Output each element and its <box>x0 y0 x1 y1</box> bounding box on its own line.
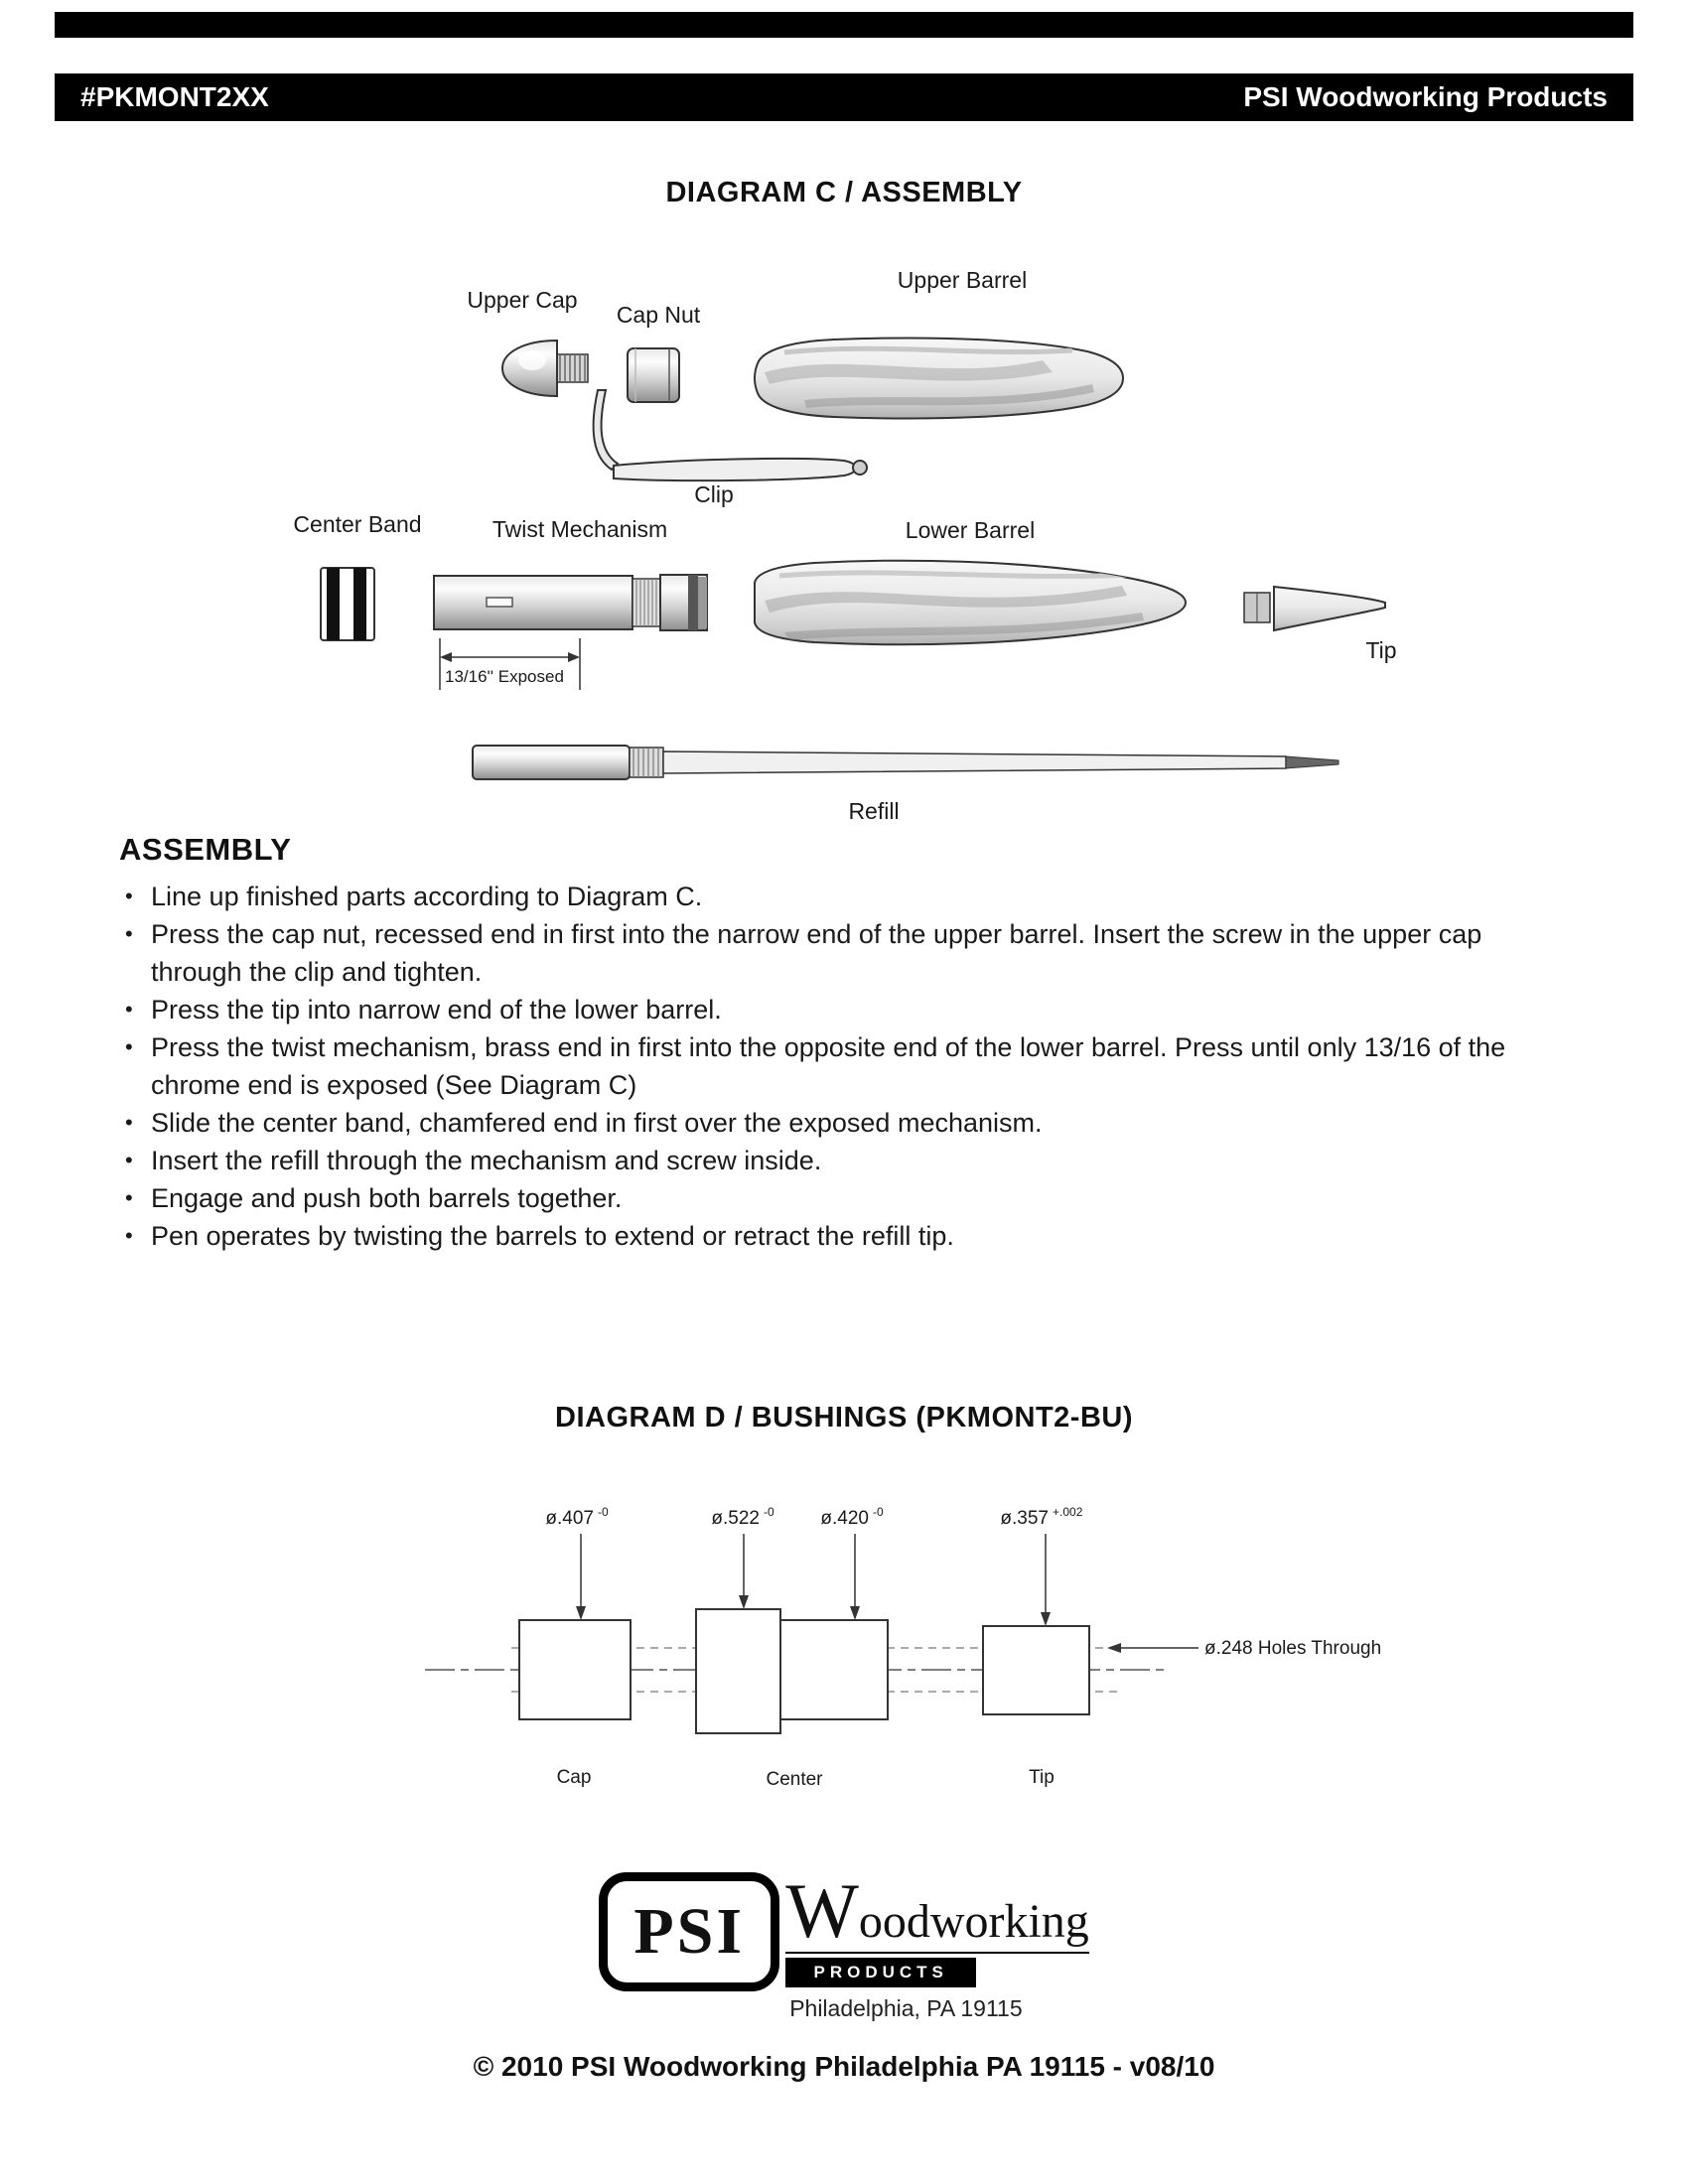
top-rule-bar <box>55 12 1633 38</box>
center-bushing-large <box>696 1609 780 1733</box>
copyright-footer: © 2010 PSI Woodworking Philadelphia PA 19115 - v08/10 <box>473 2051 1215 2082</box>
twist-mechanism-label: Twist Mechanism <box>492 516 668 542</box>
assembly-section <box>119 832 1579 1255</box>
header-bar <box>55 73 1633 121</box>
assembly-step: • Slide the center band, chamfered end in first over the exposed mechanism. <box>119 1104 1579 1142</box>
woodworking-wordmark: Woodworking <box>785 1867 1089 1954</box>
bushing-shapes <box>519 1609 1089 1733</box>
assembly-heading: ASSEMBLY <box>119 832 292 867</box>
diagram-d-title: DIAGRAM D / BUSHINGS (PKMONT2-BU) <box>555 1402 1133 1433</box>
cap-bushing-label: Cap <box>556 1767 592 1788</box>
center-bushing-label: Center <box>766 1769 823 1790</box>
assembly-step: • Pen operates by twisting the barrels to extend or retract the refill tip. <box>119 1217 1579 1255</box>
logo-address: Philadelphia, PA 19115 <box>789 1995 1023 2021</box>
refill-drawing <box>473 746 1338 779</box>
clip-label: Clip <box>694 481 734 507</box>
cap-nut-drawing <box>628 348 679 402</box>
psi-logo <box>0 1867 1688 2022</box>
tip-bushing <box>983 1626 1089 1714</box>
upper-barrel-drawing <box>755 339 1123 419</box>
dim-522-tol: -0 <box>764 1505 774 1519</box>
tip-drawing <box>1244 587 1385 630</box>
diagram-c-title: DIAGRAM C / ASSEMBLY <box>665 177 1023 208</box>
dimension-arrows <box>581 1534 1046 1614</box>
assembly-step: • Press the twist mechanism, brass end in first into the opposite end of the lower barrel. Press until only 13/16 of the chrome end is exposed (See Diagram C) <box>119 1028 1579 1104</box>
center-band-drawing <box>321 568 374 640</box>
assembly-step: • Press the tip into narrow end of the lower barrel. <box>119 991 1579 1028</box>
diagram-d-bushings <box>417 1489 1420 1807</box>
exposed-dimension <box>440 638 580 690</box>
dim-407-value: ø.407 <box>545 1508 594 1529</box>
dim-522-value: ø.522 <box>711 1508 760 1529</box>
upper-cap-label: Upper Cap <box>467 287 578 313</box>
diagram-c-assembly <box>248 233 1489 839</box>
products-bar: PRODUCTS <box>785 1958 976 1987</box>
twist-mechanism-drawing <box>434 575 707 630</box>
upper-cap-drawing <box>502 341 588 396</box>
cap-bushing <box>519 1620 631 1719</box>
assembly-steps-list <box>119 878 1579 1255</box>
assembly-step: • Line up finished parts according to Diagram C. <box>119 878 1579 915</box>
holes-note-label: ø.248 Holes Through <box>1204 1638 1382 1659</box>
lower-barrel-label: Lower Barrel <box>905 517 1036 543</box>
dim-357-value: ø.357 <box>1000 1508 1049 1529</box>
tip-label: Tip <box>1365 637 1397 663</box>
bushing-dimensions <box>545 1505 1082 1529</box>
lower-barrel-drawing <box>755 561 1186 645</box>
dim-357-tol: +.002 <box>1053 1505 1083 1519</box>
psi-logo-right <box>785 1867 1089 2022</box>
psi-logo-box: PSI <box>599 1872 779 1991</box>
assembly-step: • Insert the refill through the mechanism and screw inside. <box>119 1142 1579 1179</box>
holes-note <box>1107 1638 1381 1659</box>
center-band-label: Center Band <box>293 511 422 537</box>
assembly-step: • Press the cap nut, recessed end in first into the narrow end of the upper barrel. Insert the screw in the upper cap through the clip and tighten. <box>119 915 1579 991</box>
dim-420-tol: -0 <box>873 1505 884 1519</box>
exposed-dim-label: 13/16'' Exposed <box>445 667 564 686</box>
cap-nut-label: Cap Nut <box>616 302 701 328</box>
upper-barrel-label: Upper Barrel <box>897 267 1028 293</box>
refill-label: Refill <box>848 798 900 824</box>
dim-407-tol: -0 <box>598 1505 609 1519</box>
tip-bushing-label: Tip <box>1029 1767 1055 1788</box>
center-bushing-small <box>780 1620 888 1719</box>
dim-420-value: ø.420 <box>820 1508 869 1529</box>
part-number: #PKMONT2XX <box>80 81 269 112</box>
assembly-step: • Engage and push both barrels together. <box>119 1179 1579 1217</box>
brand-name: PSI Woodworking Products <box>1243 81 1608 112</box>
